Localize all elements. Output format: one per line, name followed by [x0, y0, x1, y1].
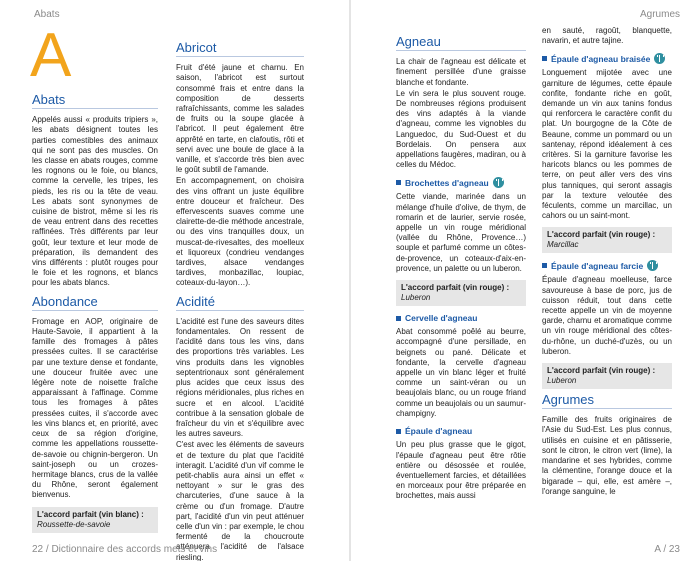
fork-knife-icon	[647, 260, 658, 271]
accord-title: L'accord parfait (vin rouge) :	[547, 366, 656, 376]
acidite-p2: C'est avec les éléments de saveurs et de texture du plat que l'acidité interagit. L'acidité d'un vif comme le petit-chablis aura ainsi un effet « nettoyant » sur le gras des charcuteries, d'une sauce à la crème ou d'un fromage. D'autre part, l'acidité d'un vin peut atténuer celle d'un vin : par exemple, le chou fermenté de la choucroute atténuera l'acidité de l'alsace riesling.	[176, 440, 304, 561]
column-2	[176, 40, 304, 561]
square-bullet-icon	[542, 56, 547, 61]
column-4	[542, 26, 672, 498]
accord-title: L'accord parfait (vin blanc) :	[37, 509, 144, 519]
fork-knife-icon	[654, 53, 665, 64]
braisee-text: Longuement mijotée avec une garniture de légumes, cette épaule confite, fondante riche en goût, demande un vin aux tanins fondus qui renforcera le caractère confit du plat. Un bourgogne de la Côte de Beaune, comme un pommard ou un santenay, répond idéalement à ces critères. Si la garniture favorise les haricots blancs ou les pommes de terre, on peut aller vers des vins plus tanniques, qui seront assagis par la texture veloutée des féculents, comme un marcillac, un cahors ou un saint-mont.	[542, 68, 672, 221]
entry-title-abats: Abats	[32, 95, 158, 109]
right-page	[350, 0, 700, 561]
abondance-text: Fromage en AOP, originaire de Haute-Savoie, il appartient à la famille des fromages à pâtes pressées cuites. Il se caractérise par une texture dense et fondante, une douceur fruitée avec une légère note de noisette fraîche apparaissant à l'affinage. Comme tous les fromages à pâtes pressées cuites, il s'accorde avec les vins blancs et, en priorité, avec ceux de sa région d'origine, comme les appellations roussette-de-savoie ou chignin-bergeron. Un saint-joseph ou un crozes-hermitage blancs, crus de la vallée du Rhône, seront également bienvenus.	[32, 316, 158, 500]
subentry-epaule-braisee: Épaule d'agneau braisée	[542, 53, 672, 64]
accord-box-farcie	[542, 363, 672, 389]
agneau-continued-text: en sauté, ragoût, blanquette, navarin, et autre tajine.	[542, 26, 672, 46]
square-bullet-icon	[396, 429, 401, 434]
square-bullet-icon	[396, 180, 401, 185]
agneau-p2: Le vin sera le plus souvent rouge. De nombreuses régions produisent des vins adaptés à la viande d'agneau, comme les vignobles du Languedoc, du Sud-Ouest et du Bordelais. On pensera aux appellations faugères, madiran, ou à celles du Médoc.	[396, 88, 526, 170]
agrumes-text: Famille des fruits originaires de l'Asie du Sud-Est. Les plus connus, utilisés en cuisine et en pâtisserie, sont le citron, le citron vert (lime), la mandarine et ses hybrides, comme la clémentine, l'orange douce et la bigarade – qui, elle, est amère –, l'orange sanguine, le	[542, 415, 672, 496]
subentry-cervelle: Cervelle d'agneau	[396, 313, 526, 323]
accord-value: Marcillac	[547, 240, 579, 250]
running-head-left: Abats	[34, 9, 60, 20]
square-bullet-icon	[542, 263, 547, 268]
square-bullet-icon	[396, 316, 401, 321]
column-1	[32, 92, 158, 539]
brochettes-text: Cette viande, marinée dans un mélange d'huile d'olive, de thym, de romarin et de laurier, servie rosée, appelle un vin rouge méridional (vallée du Rhône, Provence…) souple et parfumé comme un côtes-de-provence, un coteaux-d'aix-en-provence, un palette ou un luberon.	[396, 192, 526, 273]
cervelle-text: Abat consommé poêlé au beurre, accompagné d'une persillade, en beignets ou pané. Délicate et fondante, la cervelle d'agneau appelle un vin blanc léger et fruité comme un saint-véran ou un beaujolais blanc, ou un rouge friand comme un beaujolais ou un saumur-champigny.	[396, 327, 526, 418]
accord-box-brochettes	[396, 280, 526, 306]
accord-title: L'accord parfait (vin rouge) :	[401, 283, 510, 293]
agneau-p1: La chair de l'agneau est délicate et finement persillée d'une graisse blanche et fondante.	[396, 57, 526, 87]
epaule-text: Un peu plus grasse que le gigot, l'épaule d'agneau peut être rôtie entière ou désossée et roulée, éventuellement farcies, et détaillées en morceaux pour être préparée en brochettes, mais aussi	[396, 440, 526, 501]
subentry-epaule: Épaule d'agneau	[396, 426, 526, 436]
entry-title-acidite: Acidité	[176, 297, 304, 311]
footer-right: A / 23	[654, 544, 680, 555]
fork-knife-icon	[493, 177, 504, 188]
entry-title-agneau: Agneau	[396, 37, 526, 51]
footer-left: 22 / Dictionnaire des accords mets et vins	[32, 544, 218, 555]
entry-title-abondance: Abondance	[32, 297, 158, 311]
subentry-brochettes: Brochettes d'agneau	[396, 177, 526, 188]
accord-box-abondance	[32, 507, 158, 533]
column-3	[396, 34, 526, 503]
subentry-epaule-farcie: Épaule d'agneau farcie	[542, 260, 672, 271]
farcie-text: Épaule d'agneau moelleuse, farce savoureuse à base de porc, jus de cuisson réduit, tout dans cette recette appelle un vin de moyenne garde, charnu et aromatique comme un vin rouge méridional des côtes-du-rhône, un duché-d'uzès, ou un luberon.	[542, 275, 672, 356]
accord-title: L'accord parfait (vin rouge) :	[547, 230, 656, 240]
accord-value: Luberon	[401, 293, 431, 303]
acidite-p1: L'acidité est l'une des saveurs dites fondamentales. On ressent de l'acidité dans tous les vins, dans des proportions très variables. Les vins produits dans les vignobles septentrionaux sont généralement plus acides que ceux issus des régions méridionales, plus riches en sucre et en alcool. L'acidité contribue à la sensation globale de fraîcheur du vin et s'équilibre avec les autres saveurs.	[176, 316, 304, 439]
accord-value: Luberon	[547, 376, 577, 386]
running-head-right: Agrumes	[639, 9, 680, 20]
section-letter: A	[30, 21, 72, 90]
accord-value: Roussette-de-savoie	[37, 519, 111, 529]
accord-box-braisee	[542, 227, 672, 253]
entry-title-agrumes: Agrumes	[542, 395, 672, 409]
entry-title-abricot: Abricot	[176, 43, 304, 57]
abats-text: Appelés aussi « produits tripiers », les abats désignent toutes les parties comestibles des animaux qui ne sont pas des muscles. On les classe en abats rouges, comme les rognons ou le foie, ou blancs, comme la cervelle, les tripes, les pieds, les ris ou la tête de veau. Les abats sont synonymes de cuisine de bistrot, même si les ris de veau entrent dans des recettes raffinées. Très différents par leur goût, leur texture et leur mode de préparation, ils demandent des vins différents : plutôt rouges pour le foie et les rognons, et blancs pour les abats blancs.	[32, 115, 158, 288]
abricot-p1: Fruit d'été jaune et charnu. En saison, l'abricot est surtout consommé frais et entre dans la composition de desserts rafraîchissants, comme les salades de fruits ou la soupe glacée à l'abricot. Il peut également être apprêté en tarte, en clafoutis, rôti et servi avec une boule de glace à la vanille, et s'accorde très bien avec le goût subtil de l'amande.	[176, 63, 304, 175]
abricot-p2: En accompagnement, on choisira des vins offrant un juste équilibre entre douceur et fraîcheur. Des effervescents suaves comme une clairette-de-die méthode ancestrale, ou des vins tranquilles doux, un muscat-de-rivesaltes, des moelleux et liquoreux (condrieu vendanges tardives, alsace vendanges tardives, monbazillac, loupiac, coteaux-du-layon…).	[176, 176, 304, 288]
